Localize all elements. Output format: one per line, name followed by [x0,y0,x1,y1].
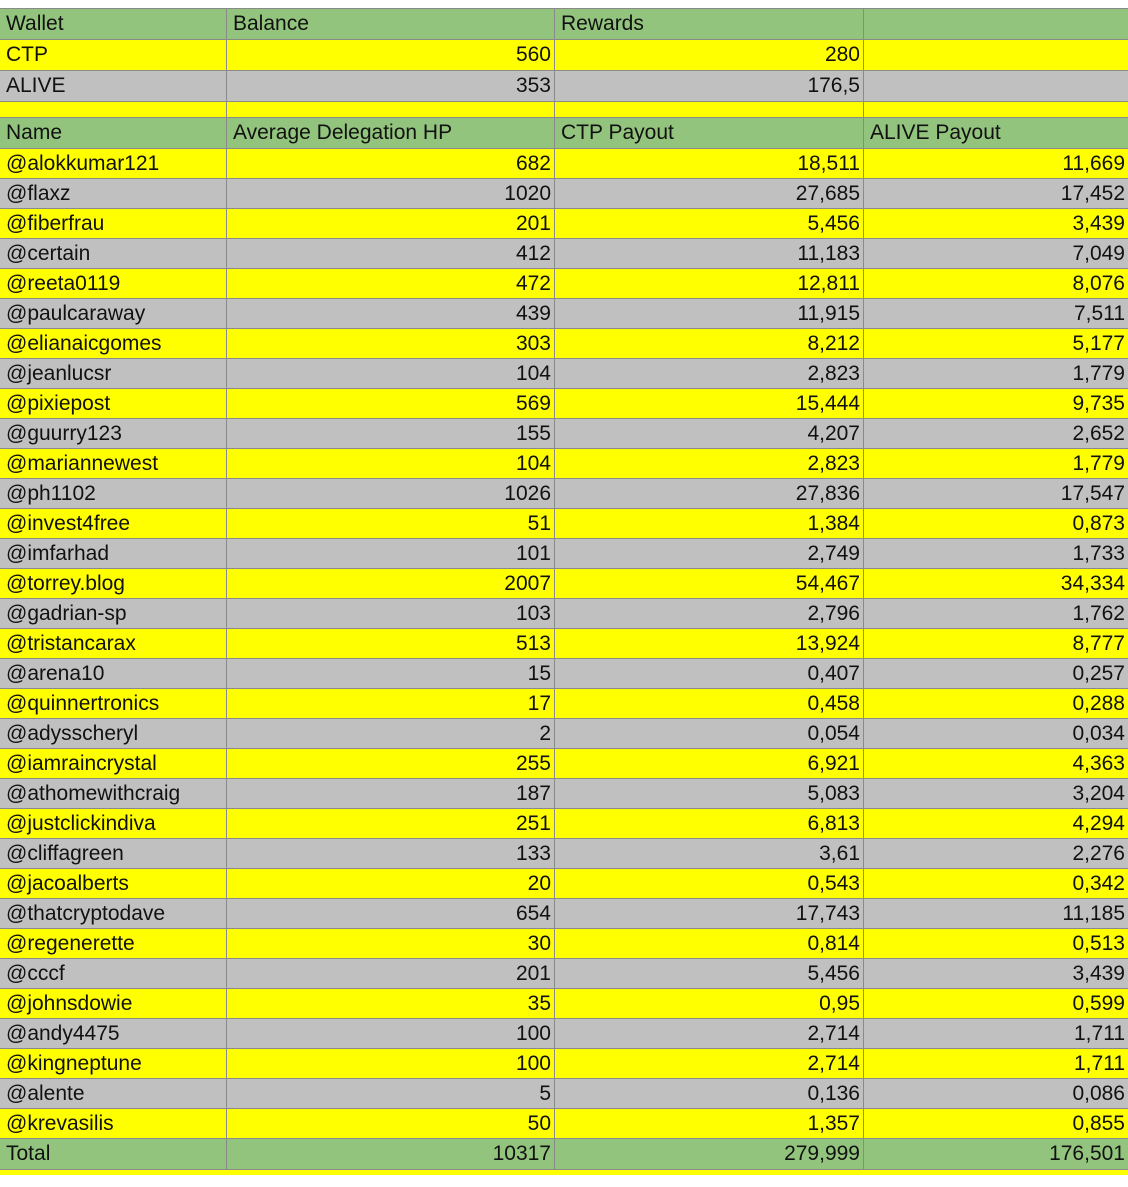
alive-payout-cell[interactable]: 17,547 [1060,482,1125,505]
alive-payout-cell[interactable]: 0,257 [1072,662,1125,685]
hp-cell[interactable]: 1026 [227,479,555,508]
hp-cell[interactable]: 104 [227,359,555,388]
ctp-payout-cell[interactable]: 27,685 [555,179,864,208]
hp-cell[interactable]: 303 [227,329,555,358]
summary-row-ctp [0,40,1128,71]
table-row [0,449,1128,479]
ctp-payout-cell[interactable]: 1,357 [555,1109,864,1138]
table-row [0,209,1128,239]
hp-cell[interactable]: 2007 [227,569,555,598]
hp-cell[interactable]: 682 [227,149,555,178]
total-alive[interactable]: 176,501 [1049,1142,1125,1165]
ctp-payout-cell[interactable]: 2,714 [555,1049,864,1078]
empty-cell[interactable] [864,40,1128,70]
table-row [0,749,1128,779]
table-row [0,1049,1128,1079]
name-cell[interactable]: @justclickindiva [0,809,227,838]
hp-cell[interactable]: 35 [227,989,555,1018]
table-row [0,959,1128,989]
summary-header-empty[interactable] [864,9,1128,39]
table-row [0,629,1128,659]
hp-cell[interactable]: 104 [227,449,555,478]
table-row [0,1079,1128,1109]
rewards-cell[interactable]: 176,5 [555,71,864,101]
hp-cell[interactable]: 30 [227,929,555,958]
alive-payout-cell[interactable]: 0,873 [1072,512,1125,535]
ctp-payout-cell[interactable]: 8,212 [555,329,864,358]
alive-payout-cell[interactable]: 4,294 [1072,812,1125,835]
wallet-cell[interactable]: CTP [0,40,227,70]
table-row [0,1019,1128,1049]
alive-payout-cell[interactable]: 1,762 [1072,602,1125,625]
table-row [0,269,1128,299]
hp-cell[interactable]: 20 [227,869,555,898]
name-cell[interactable]: @kingneptune [0,1049,227,1078]
alive-payout-cell[interactable]: 9,735 [1072,392,1125,415]
ctp-payout-cell[interactable]: 11,915 [555,299,864,328]
balance-cell[interactable]: 560 [227,40,555,70]
table-row [0,179,1128,209]
name-cell[interactable]: @jacoalberts [0,869,227,898]
alive-payout-cell[interactable]: 1,733 [1072,542,1125,565]
ctp-payout-cell[interactable]: 0,814 [555,929,864,958]
ctp-payout-cell[interactable]: 3,61 [555,839,864,868]
name-cell[interactable]: @imfarhad [0,539,227,568]
table-row [0,419,1128,449]
table-row [0,149,1128,179]
name-cell[interactable]: @tristancarax [0,629,227,658]
alive-payout-cell[interactable]: 1,711 [1074,1052,1125,1075]
summary-header-row [0,9,1128,40]
ctp-payout-cell[interactable]: 6,921 [555,749,864,778]
ctp-payout-cell[interactable]: 13,924 [555,629,864,658]
name-cell[interactable]: @jeanlucsr [0,359,227,388]
total-hp[interactable]: 10317 [227,1139,555,1169]
ctp-payout-cell[interactable]: 1,384 [555,509,864,538]
hp-cell[interactable]: 50 [227,1109,555,1138]
ctp-payout-cell[interactable]: 12,811 [555,269,864,298]
name-cell[interactable]: @pixiepost [0,389,227,418]
table-row [0,899,1128,929]
hp-cell[interactable]: 133 [227,839,555,868]
hp-cell[interactable]: 17 [227,689,555,718]
alive-payout-cell[interactable]: 3,439 [1072,212,1125,235]
alive-payout-cell[interactable]: 2,652 [1072,422,1125,445]
table-row [0,239,1128,269]
ctp-payout-cell[interactable]: 5,456 [555,959,864,988]
wallet-cell[interactable]: ALIVE [0,71,227,101]
total-ctp[interactable]: 279,999 [555,1139,864,1169]
hp-cell[interactable]: 155 [227,419,555,448]
hp-cell[interactable]: 100 [227,1019,555,1048]
hp-cell[interactable]: 201 [227,959,555,988]
hp-cell[interactable]: 15 [227,659,555,688]
ctp-payout-cell[interactable]: 2,749 [555,539,864,568]
rewards-cell[interactable]: 280 [555,40,864,70]
hp-cell[interactable]: 513 [227,629,555,658]
table-row [0,989,1128,1019]
alive-payout-cell[interactable]: 0,855 [1072,1112,1125,1135]
hp-cell[interactable]: 439 [227,299,555,328]
alive-payout-cell[interactable]: 34,334 [1060,572,1125,595]
empty-cell[interactable] [555,102,864,117]
hp-cell[interactable]: 1020 [227,179,555,208]
name-cell[interactable]: @andy4475 [0,1019,227,1048]
hp-cell[interactable]: 101 [227,539,555,568]
alive-payout-cell[interactable]: 3,204 [1072,782,1125,805]
name-cell[interactable]: @quinnertronics [0,689,227,718]
table-row [0,299,1128,329]
name-cell[interactable]: @thatcryptodave [0,899,227,928]
ctp-payout-cell[interactable]: 4,207 [555,419,864,448]
alive-payout-cell[interactable]: 1,711 [1074,1022,1125,1045]
name-cell[interactable]: @regenerette [0,929,227,958]
name-cell[interactable]: @johnsdowie [0,989,227,1018]
ctp-payout-cell[interactable]: 6,813 [555,809,864,838]
name-cell[interactable]: @paulcaraway [0,299,227,328]
payout-header-row [0,118,1128,149]
ctp-payout-cell[interactable]: 2,796 [555,599,864,628]
hp-cell[interactable]: 51 [227,509,555,538]
ctp-payout-cell[interactable]: 0,407 [555,659,864,688]
hp-cell[interactable]: 569 [227,389,555,418]
payout-rows [0,149,1128,1139]
alive-payout-cell[interactable]: 0,513 [1072,932,1125,955]
hp-cell[interactable]: 251 [227,809,555,838]
name-cell[interactable]: @iamraincrystal [0,749,227,778]
alive-payout-cell[interactable]: 2,276 [1072,842,1125,865]
name-cell[interactable]: @ph1102 [0,479,227,508]
table-row [0,509,1128,539]
hp-cell[interactable]: 255 [227,749,555,778]
table-row [0,569,1128,599]
hp-cell[interactable]: 2 [227,719,555,748]
ctp-payout-cell[interactable]: 0,95 [555,989,864,1018]
alive-payout-cell[interactable]: 0,288 [1072,692,1125,715]
total-row [0,1139,1128,1170]
alive-payout-cell[interactable]: 1,779 [1072,362,1125,385]
header-alive-payout[interactable]: ALIVE Payout [870,121,1001,144]
table-row [0,809,1128,839]
hp-cell[interactable]: 412 [227,239,555,268]
empty-cell[interactable] [864,71,1128,101]
hp-cell[interactable]: 187 [227,779,555,808]
name-cell[interactable]: @invest4free [0,509,227,538]
name-cell[interactable]: @torrey.blog [0,569,227,598]
ctp-payout-cell[interactable]: 15,444 [555,389,864,418]
table-row [0,479,1128,509]
alive-payout-cell[interactable]: 0,034 [1072,722,1125,745]
name-cell[interactable]: @cccf [0,959,227,988]
name-cell[interactable]: @certain [0,239,227,268]
balance-cell[interactable]: 353 [227,71,555,101]
table-row [0,779,1128,809]
ctp-payout-cell[interactable]: 0,136 [555,1079,864,1108]
name-cell[interactable]: @alente [0,1079,227,1108]
table-row [0,839,1128,869]
alive-payout-cell[interactable]: 7,049 [1072,242,1125,265]
ctp-payout-cell[interactable]: 2,823 [555,449,864,478]
summary-row-alive [0,71,1128,102]
alive-payout-cell[interactable]: 5,177 [1072,332,1125,355]
ctp-payout-cell[interactable]: 5,083 [555,779,864,808]
alive-payout-cell[interactable]: 3,439 [1072,962,1125,985]
ctp-payout-cell[interactable]: 0,543 [555,869,864,898]
summary-header-balance[interactable]: Balance [227,9,555,39]
alive-payout-cell[interactable]: 0,086 [1072,1082,1125,1105]
table-row [0,329,1128,359]
ctp-payout-cell[interactable]: 0,054 [555,719,864,748]
spacer-row [0,102,1128,118]
ctp-payout-cell[interactable]: 11,183 [555,239,864,268]
alive-payout-cell[interactable]: 17,452 [1060,182,1125,205]
ctp-payout-cell[interactable]: 2,714 [555,1019,864,1048]
name-cell[interactable]: @flaxz [0,179,227,208]
ctp-payout-cell[interactable]: 5,456 [555,209,864,238]
hp-cell[interactable]: 472 [227,269,555,298]
header-ctp-payout[interactable]: CTP Payout [555,118,864,148]
name-cell[interactable]: @fiberfrau [0,209,227,238]
hp-cell[interactable]: 5 [227,1079,555,1108]
name-cell[interactable]: @mariannewest [0,449,227,478]
alive-payout-cell[interactable]: 7,511 [1074,302,1125,325]
name-cell[interactable]: @adysscheryl [0,719,227,748]
empty-cell[interactable] [0,102,227,117]
table-row [0,359,1128,389]
alive-payout-cell[interactable]: 8,076 [1072,272,1125,295]
name-cell[interactable]: @arena10 [0,659,227,688]
hp-cell[interactable]: 100 [227,1049,555,1078]
summary-header-rewards[interactable]: Rewards [555,9,864,39]
ctp-payout-cell[interactable]: 54,467 [555,569,864,598]
name-cell[interactable]: @cliffagreen [0,839,227,868]
ctp-payout-cell[interactable]: 27,836 [555,479,864,508]
hp-cell[interactable]: 103 [227,599,555,628]
hp-cell[interactable]: 654 [227,899,555,928]
ctp-payout-cell[interactable]: 2,823 [555,359,864,388]
table-row [0,539,1128,569]
table-row [0,689,1128,719]
table-row [0,659,1128,689]
ctp-payout-cell[interactable]: 17,743 [555,899,864,928]
sheet-top-edge [0,0,1128,9]
table-row [0,869,1128,899]
table-row [0,1109,1128,1139]
total-label[interactable]: Total [0,1139,227,1169]
name-cell[interactable]: @gadrian-sp [0,599,227,628]
alive-payout-cell[interactable]: 0,599 [1072,992,1125,1015]
table-row [0,719,1128,749]
name-cell[interactable]: @krevasilis [0,1109,227,1138]
hp-cell[interactable]: 201 [227,209,555,238]
summary-header-wallet[interactable]: Wallet [0,9,227,39]
alive-payout-cell[interactable]: 8,777 [1072,632,1125,655]
table-row [0,929,1128,959]
name-cell[interactable]: @reeta0119 [0,269,227,298]
empty-cell[interactable] [864,102,1128,117]
header-name[interactable]: Name [0,118,227,148]
name-cell[interactable]: @athomewithcraig [0,779,227,808]
sheet-bottom-edge [0,1170,1128,1175]
empty-cell[interactable] [227,102,555,117]
alive-payout-cell[interactable]: 11,185 [1062,902,1125,925]
ctp-payout-cell[interactable]: 0,458 [555,689,864,718]
ctp-payout-cell[interactable]: 18,511 [555,149,864,178]
name-cell[interactable]: @elianaicgomes [0,329,227,358]
name-cell[interactable]: @guurry123 [0,419,227,448]
name-cell[interactable]: @alokkumar121 [0,149,227,178]
table-row [0,389,1128,419]
alive-payout-cell[interactable]: 0,342 [1072,872,1125,895]
table-row [0,599,1128,629]
alive-payout-cell[interactable]: 11,669 [1062,152,1125,175]
header-average-delegation-hp[interactable]: Average Delegation HP [227,118,555,148]
alive-payout-cell[interactable]: 1,779 [1072,452,1125,475]
alive-payout-cell[interactable]: 4,363 [1072,752,1125,775]
